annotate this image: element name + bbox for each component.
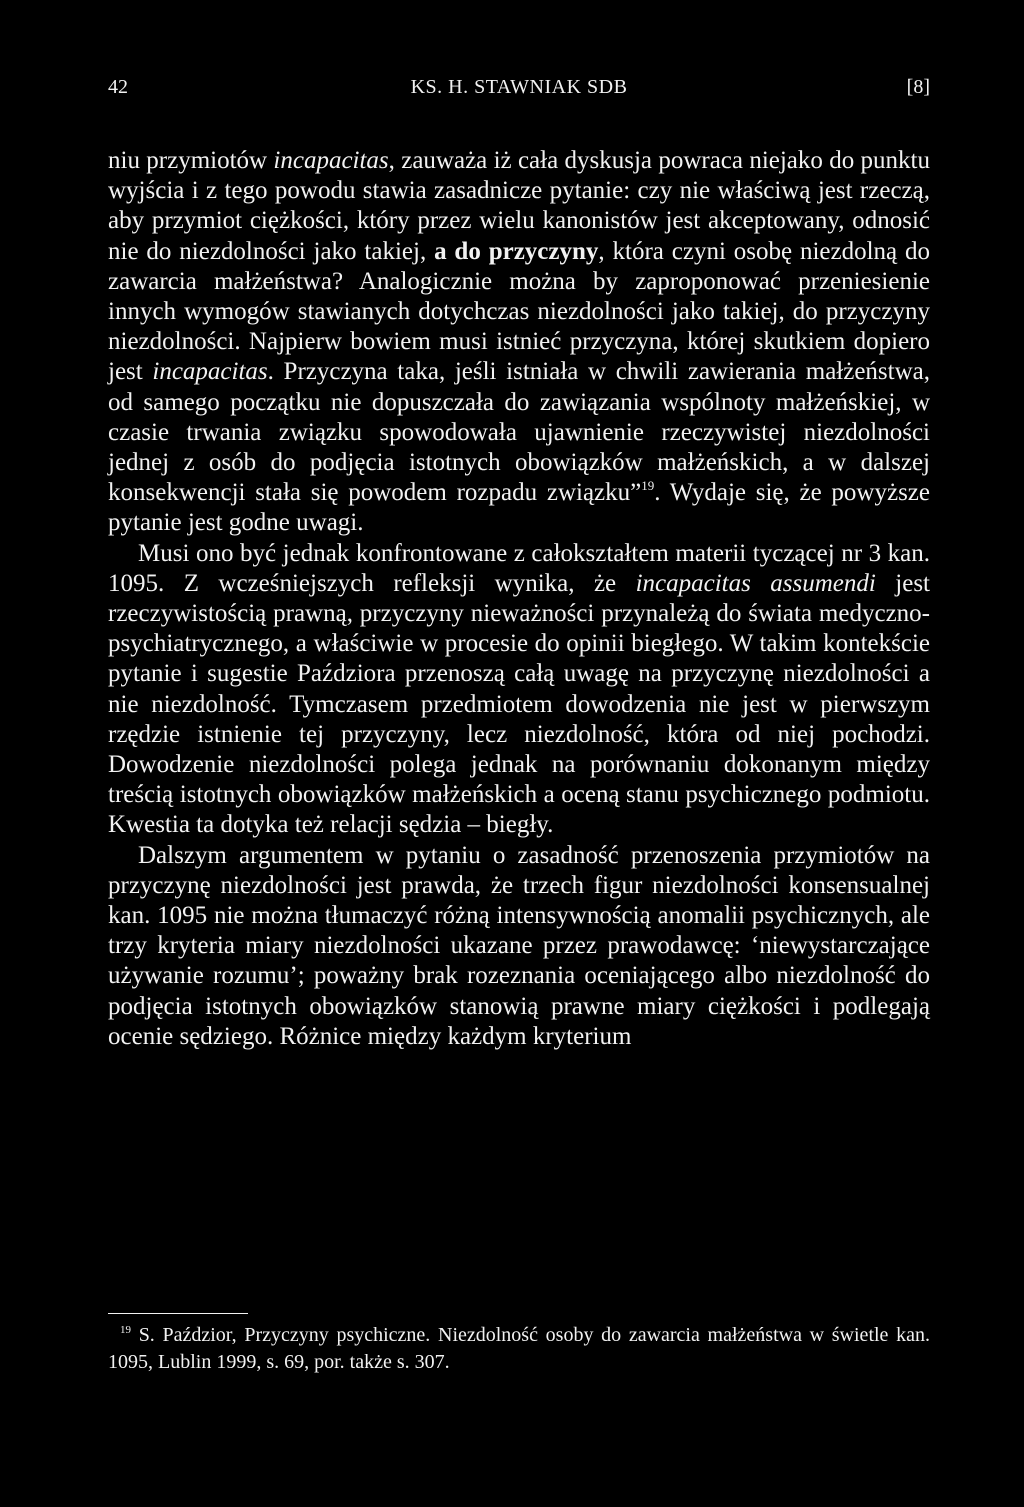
page-number: 42	[108, 76, 128, 98]
paragraph-1	[108, 146, 930, 539]
paragraph-1-text: . Wydaje się, że powyższe pytanie jest godne uwagi.	[108, 479, 930, 537]
latin-term: incapacitas	[273, 147, 389, 174]
footnote-reference: 19	[641, 478, 655, 494]
latin-term: incapacitas	[152, 358, 268, 386]
footnote	[108, 1322, 930, 1376]
paragraph-1-text: , która czyni osobę niezdolną do zawarcia małżeństwa? Analogicznie można by zaproponować przeniesienie innych wymogów stawianych dotychczas niezdolności jako takiej, do przyczyny niezdolności. Najpierw bowiem musi istnieć przyczyna, której skutkiem dopiero jest	[108, 237, 931, 386]
page-header	[108, 72, 930, 104]
paragraph-2-text: Musi ono być jednak konfrontowane z całokształtem materii tyczącej nr 3 kan. 1095. Z wcześniejszych refleksji wynika, że	[108, 539, 930, 597]
paragraph-1-text: , zauważa iż cała dyskusja powraca niejako do punktu wyjścia i z tego powodu stawia zasadnicze pytanie: czy nie właściwą jest rzeczą, aby przymiot ciężkości, który przez wielu kanonistów jest akceptowany, odnosić nie do niezdolności jako takiej,	[108, 147, 930, 265]
section-number: [8]	[906, 76, 930, 98]
latin-term: incapacitas assumendi	[635, 569, 876, 597]
paragraph-3-text: Dalszym argumentem w pytaniu o zasadność przenoszenia przymiotów na przyczynę niezdolności jest prawda, że trzech figur niezdolności konsensualnej kan. 1095 nie można tłumaczyć różną intensywnością anomalii psychicznych, ale trzy kryteria miary niezdolności ukazane przez prawodawcę: ‘niewystarczające używanie rozumu’; poważny brak rozeznania oceniającego albo niezdolność do podjęcia istotnych obowiązków stanowią prawne miary ciężkości i podlegają ocenie sędziego. Różnice między każdym kryterium	[108, 841, 930, 1050]
paragraph-3	[108, 841, 930, 1052]
footnote-number: 19	[120, 1324, 131, 1336]
paragraph-1-text: . Przyczyna taka, jeśli istniała w chwili zawierania małżeństwa, od samego początku nie dopuszczała do zawiązania wspólnoty małżeńskiej, w czasie trwania związku spowodowała ujawnienie rzeczywistej niezdolności jednej z osób do podjęcia istotnych obowiązków małżeńskich, a w dalszej konsekwencji stała się powodem rozpadu związku”	[108, 358, 931, 507]
bold-emphasis: a do przyczyny	[434, 237, 599, 265]
paragraph-2-text: jest rzeczywistością prawną, przyczyny nieważności przynależą do świata medyczno-psychiatrycznego, a właściwie w procesie do opinii biegłego. W takim kontekście pytanie i sugestie Paździora przenoszą całą uwagę na przyczynę niezdolności a nie niezdolność. Tymczasem przedmiotem dowodzenia nie jest w pierwszym rzędzie istnienie tej przyczyny, lecz niezdolność, która od niej pochodzi. Dowodzenie niezdolności polega jednak na porównaniu dokonanym między treścią istotnych obowiązków małżeńskich a oceną stanu psychicznego podmiotu. Kwestia ta dotyka też relacji sędzia – biegły.	[108, 569, 930, 839]
running-title: KS. H. STAWNIAK SDB	[410, 76, 628, 98]
footnote-text: S. Paździor, Przyczyny psychiczne. Niezdolność osoby do zawarcia małżeństwa w świetle kan. 1095, Lublin 1999, s. 69, por. także s. 307.	[108, 1324, 930, 1373]
footnote-separator	[108, 1313, 248, 1314]
paragraph-1-text: niu przymiotów	[108, 147, 274, 174]
body-text	[108, 146, 930, 1052]
paragraph-2	[108, 539, 930, 841]
